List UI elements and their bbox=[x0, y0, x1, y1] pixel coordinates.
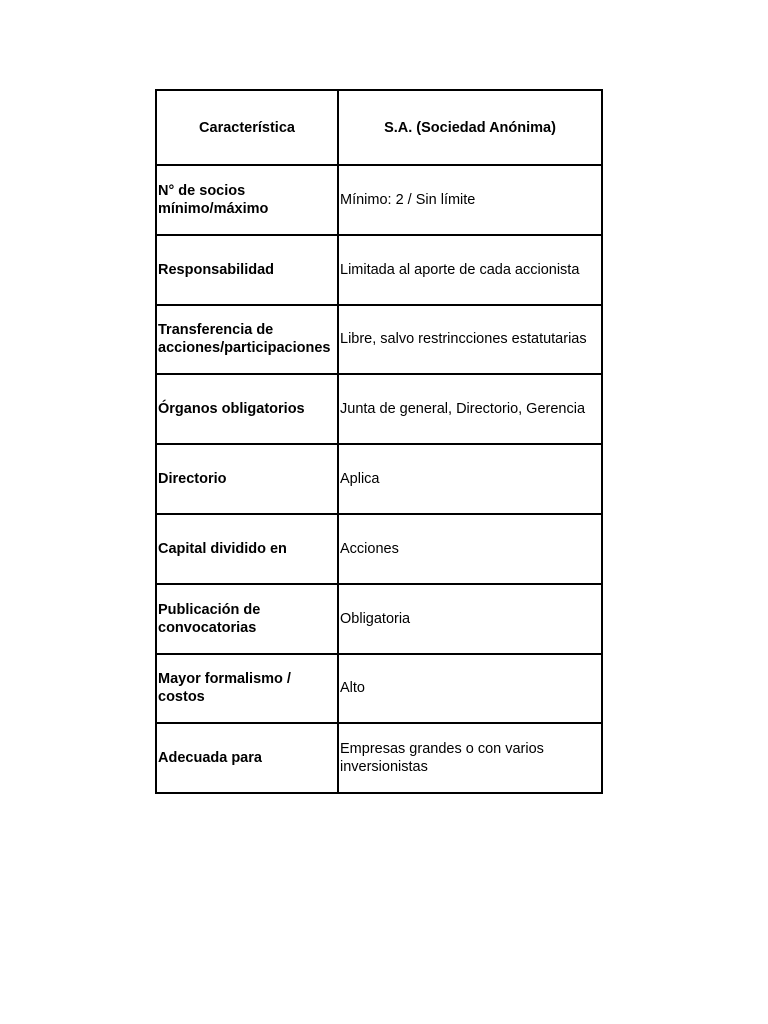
table-row bbox=[156, 235, 602, 305]
row-value: Libre, salvo restrincciones estatutarias bbox=[338, 305, 602, 375]
row-feature: Responsabilidad bbox=[156, 235, 338, 305]
row-feature: Órganos obligatorios bbox=[156, 374, 338, 444]
row-feature: Publicación de convocatorias bbox=[156, 584, 338, 654]
row-value: Acciones bbox=[338, 514, 602, 584]
header-sociedad-anonima: S.A. (Sociedad Anónima) bbox=[338, 90, 602, 165]
table-row bbox=[156, 584, 602, 654]
row-feature: Directorio bbox=[156, 444, 338, 514]
table-row bbox=[156, 514, 602, 584]
row-value: Obligatoria bbox=[338, 584, 602, 654]
header-caracteristica: Característica bbox=[156, 90, 338, 165]
table-row bbox=[156, 374, 602, 444]
row-feature: Capital dividido en bbox=[156, 514, 338, 584]
table-row bbox=[156, 444, 602, 514]
row-feature: Transferencia de acciones/participaciones bbox=[156, 305, 338, 375]
row-value: Aplica bbox=[338, 444, 602, 514]
table-row bbox=[156, 723, 602, 793]
row-feature: Adecuada para bbox=[156, 723, 338, 793]
row-feature: N° de socios mínimo/máximo bbox=[156, 165, 338, 235]
row-value: Empresas grandes o con varios inversionistas bbox=[338, 723, 602, 793]
comparison-table bbox=[155, 89, 603, 794]
row-feature: Mayor formalismo / costos bbox=[156, 654, 338, 724]
row-value: Junta de general, Directorio, Gerencia bbox=[338, 374, 602, 444]
table-row bbox=[156, 165, 602, 235]
table-header-row bbox=[156, 90, 602, 165]
table-row bbox=[156, 305, 602, 375]
row-value: Limitada al aporte de cada accionista bbox=[338, 235, 602, 305]
row-value: Mínimo: 2 / Sin límite bbox=[338, 165, 602, 235]
row-value: Alto bbox=[338, 654, 602, 724]
table-row bbox=[156, 654, 602, 724]
